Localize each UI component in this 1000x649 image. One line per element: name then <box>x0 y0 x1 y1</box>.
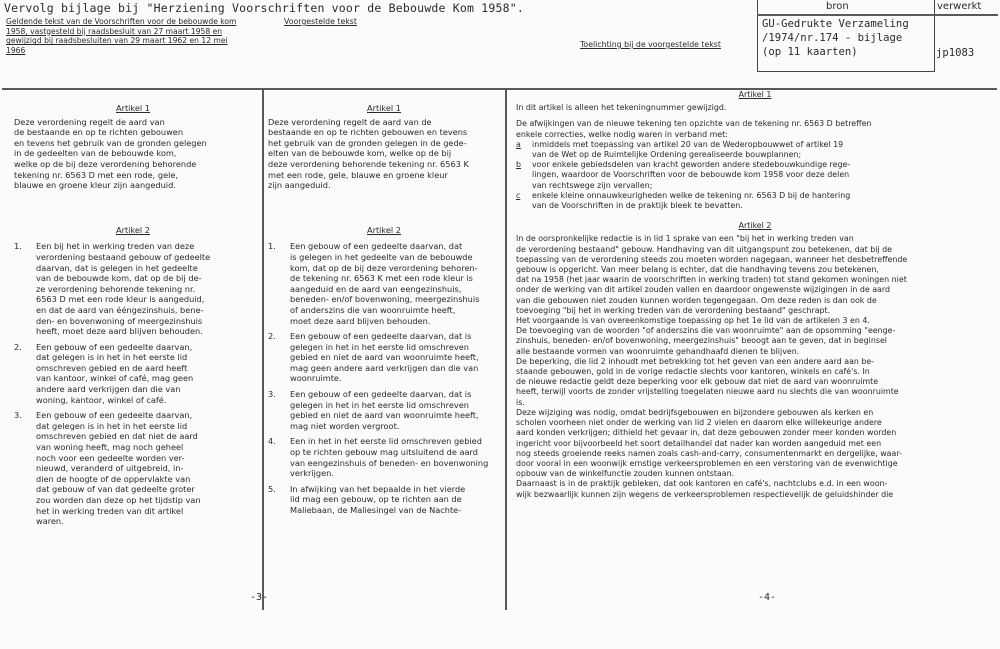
item-text: inmiddels met toepassing van artikel 20 van de Wederopbouwwet of artikel 19 van de Wet op de Ruimtelijke Ordening gerealiseerde bouwplannen; <box>532 139 844 160</box>
column-proposed <box>268 103 500 521</box>
column-divider-1 <box>262 90 264 610</box>
item-number: 4. <box>268 436 276 447</box>
item-text: enkele kleine onnauwkeurigheden welke de tekening nr. 6563 D bij de hantering van de Voorschriften in de praktijk bleek te bevatten. <box>532 190 851 211</box>
article-1-corrections: De afwijkingen van de nieuwe tekening ten opzichte van de tekening nr. 6563 D betreffen enkele correcties, welke nodig waren in verband met: <box>516 119 872 139</box>
item-letter: c <box>516 190 521 200</box>
list-item <box>268 241 500 326</box>
item-text: Een gebouw of een gedeelte daarvan, dat is gelegen in het in het eerste lid omschreven gebied en niet de aard van woonruimte heeft, mag niet worden vergroot. <box>290 389 479 431</box>
item-number: 2. <box>268 331 276 342</box>
item-letter: a <box>516 139 521 149</box>
item-number: 1. <box>14 241 22 252</box>
list-item <box>516 160 994 191</box>
stamp-verwerkt-label: verwerkt <box>937 1 982 12</box>
item-number: 5. <box>268 483 276 494</box>
list-item <box>14 342 252 406</box>
column-divider-2 <box>505 90 507 610</box>
list-item <box>268 331 500 384</box>
article-1-text: Deze verordening regelt de aard van de bestaande en op te richten gebouwen en tevens het gebruik van de gronden gelegen in de gede- elten van de bebouwde kom, welke op de bij deze verordening behorende tekening nr. 6563 K met een rode, gele, blauwe en groene kleur zijn aangeduid. <box>268 116 469 191</box>
article-1-heading: Artikel 1 <box>115 103 151 113</box>
header-proposed-text: Voorgestelde tekst <box>284 17 357 26</box>
stamp-divider <box>757 14 998 16</box>
item-text: In afwijking van het bepaalde in het vierde lid mag een gebouw, op te richten aan de Maliebaan, de Maliesingel van de Nachte- <box>290 483 466 515</box>
item-number: 2. <box>14 341 22 352</box>
item-text: Een gebouw of een gedeelte daarvan, dat is gelegen in het gedeelte van de bebouwde kom, dat op de bij deze verordening behoren- de tekening nr. 6563 K met een rode kleur is aangeduid en de aard van eengezinshuis, beneden- en/of bovenwoning, meergezinshuis of anderszins die van woonruimte heeft, moet deze aard blijven behouden. <box>290 241 480 326</box>
column-current <box>14 103 252 532</box>
list-item <box>268 389 500 431</box>
item-number: 3. <box>268 389 276 400</box>
header-current-text: Geldende tekst van de Voorschriften voor de bebouwde kom 1958, vastgesteld bij raadsbesluit van 27 maart 1958 en gewijzigd bij raadsbesluiten van 29 maart 1962 en 12 mei 1966 <box>6 17 237 55</box>
article-1-text: Deze verordening regelt de aard van de bestaande en op te richten gebouwen en tevens het gebruik van de gronden gelegen in de gedeelten van de bebouwde kom, welke op de bij deze verordening behorende tekening nr. 6563 D met een rode, gele, blauwe en groene kleur zijn aangeduid. <box>14 116 207 191</box>
item-number: 1. <box>268 241 276 252</box>
page-title: Vervolg bijlage bij "Herziening Voorschriften voor de Bebouwde Kom 1958". <box>4 1 525 15</box>
stamp-line-2: /1974/nr.174 - bijlage <box>762 32 903 44</box>
list-item <box>14 241 252 336</box>
article-2-heading: Artikel 2 <box>115 224 151 235</box>
item-text: Een gebouw of een gedeelte daarvan, dat gelegen is in het in het eerste lid omschreven gebied en dat niet de aard van woning heeft, mag noch geheel noch voor een gedeelte worden ver- nieuwd, veranderd of uitgebreid, in- dien de hoogte of de oppervlakte van dat gebouw of van dat gedeelte groter zou worden dan deze op het tijdstip van het in werking treden van dit artikel waren. <box>36 410 201 527</box>
stamp-line-3: (op 11 kaarten) <box>762 46 858 58</box>
article-1-heading: Artikel 1 <box>738 90 772 99</box>
article-2-heading: Artikel 2 <box>738 221 772 231</box>
article-2-heading: Artikel 2 <box>366 224 402 235</box>
stamp-code: jp1083 <box>936 47 975 59</box>
list-item <box>14 410 252 527</box>
column-explanation <box>516 90 994 500</box>
header-explanation: Toelichting bij de voorgestelde tekst <box>580 40 721 49</box>
list-item <box>516 191 994 211</box>
page-number-3: -3- <box>250 592 269 603</box>
list-item <box>268 484 500 516</box>
item-number: 3. <box>14 410 22 421</box>
article-1-intro: In dit artikel is alleen het tekeningnummer gewijzigd. <box>516 103 727 113</box>
page-number-4: -4- <box>758 592 777 603</box>
item-text: voor enkele gebiedsdelen van kracht geworden andere stedebouwkundige rege- lingen, waardoor de Voorschriften voor de bebouwde kom 1958 voor deze delen van rechtswege zijn vervallen; <box>532 160 851 190</box>
list-item <box>516 140 994 160</box>
item-letter: b <box>516 160 522 170</box>
item-text: Een in het in het eerste lid omschreven gebied op te richten gebouw mag uitsluitend de aard van eengezinshuis of beneden- en bovenwoning verkrijgen. <box>290 436 489 479</box>
stamp-bron-label: bron <box>826 1 849 12</box>
item-text: Een gebouw of een gedeelte daarvan, dat is gelegen in het in het eerste lid omschreven gebied en niet de aard van woonruimte heeft, mag geen andere aard verkrijgen dan die van woonruimte. <box>290 331 479 384</box>
stamp-line-1: GU-Gedrukte Verzameling <box>762 18 909 30</box>
item-text: Een bij het in werking treden van deze verordening bestaand gebouw of gedeelte daarvan, dat is gelegen in het gedeelte van de bebouwde kom, dat op de bij de- ze verordening behorende tekening nr. 6563 D met een rode kleur is aangeduid, en dat de aard van ééngezinshuis, bene- den- en bovenwoning of meergezinshuis heeft, moet deze aard blijven behouden. <box>36 241 211 337</box>
article-1-heading: Artikel 1 <box>366 103 402 113</box>
article-2-explanation: In de oorspronkelijke redactie is in lid 1 sprake van een "bij het in werking treden van de verordening bestaand" gebouw. Handhaving van dit uitgangspunt zou betekenen, dat bij de toepassing van de verordening steeds zou moeten worden nagegaan, wanneer het desbetreffende gebouw is opgericht. Van meer belang is echter, dat die handhaving tevens zou betekenen, dat na 1958 (het jaar waarin de voorschriften in werking traden) tot stand gekomen woningen niet onder de werking van dit artikel zouden vallen en daardoor ongewenste wijzigingen in de aard van die gebouwen niet zouden kunnen worden tegengegaan. Om deze reden is dan ook de toevoeging "bij het in werking treden van de verordening bestaand" geschrapt. Het voorgaande is van overeenkomstige toepassing op het 1e lid van de artikelen 3 en 4. De toevoeging van de woorden "of anderszins die van woonruimte" aan de opsomming "eenge- zinshuis, beneden- en/of bovenwoning, meergezinshuis" beoogt aan te geven, dat in beginsel alle bestaande vormen van woonruimte gehandhaafd dienen te blijven. De beperking, die lid 2 inhoudt met betrekking tot het geven van een andere aard aan be- staande gebouwen, gold in de vorige redactie slechts voor kantoren, winkels en café's. In de nieuwe redactie geldt deze beperking voor elk gebouw dat niet de aard van woonruimte heeft, terwijl voorts de zonder vrijstelling toegelaten nieuwe aard nu slechts die van woonruimte is. Deze wijziging was nodig, omdat bedrijfsgebouwen en bijzondere gebouwen als kerken en scholen voorheen niet onder de werking van lid 2 vielen en daarom elke willekeurige andere aard konden verkrijgen; dithield het gevaar in, dat deze gebouwen zonder meer konden worden ingericht voor bijvoorbeeld het soort detailhandel dat nader kan worden aangeduid met een nog steeds groeiende reeks namen zoals cash-and-carry, consumentenmarkt en dergelijke, waar- door vooral in een woonwijk ernstige verkeersproblemen en een verstoring van de evenwichtige opbouw van de winkelfunctie zouden kunnen ontstaan. Daarnaast is in de praktijk gebleken, dat ook kantoren en café's, nachtclubs e.d. in een woon- wijk bezwaarlijk kunnen zijn wegens de verkeersproblemen respectievelijk de geluidshinder die <box>516 234 908 499</box>
item-text: Een gebouw of een gedeelte daarvan, dat gelegen is in het in het eerste lid omschreven gebied en de aard heeft van kantoor, winkel of café, mag geen andere aard verkrijgen dan die van woning, kantoor, winkel of café. <box>36 341 194 405</box>
list-item <box>268 436 500 478</box>
